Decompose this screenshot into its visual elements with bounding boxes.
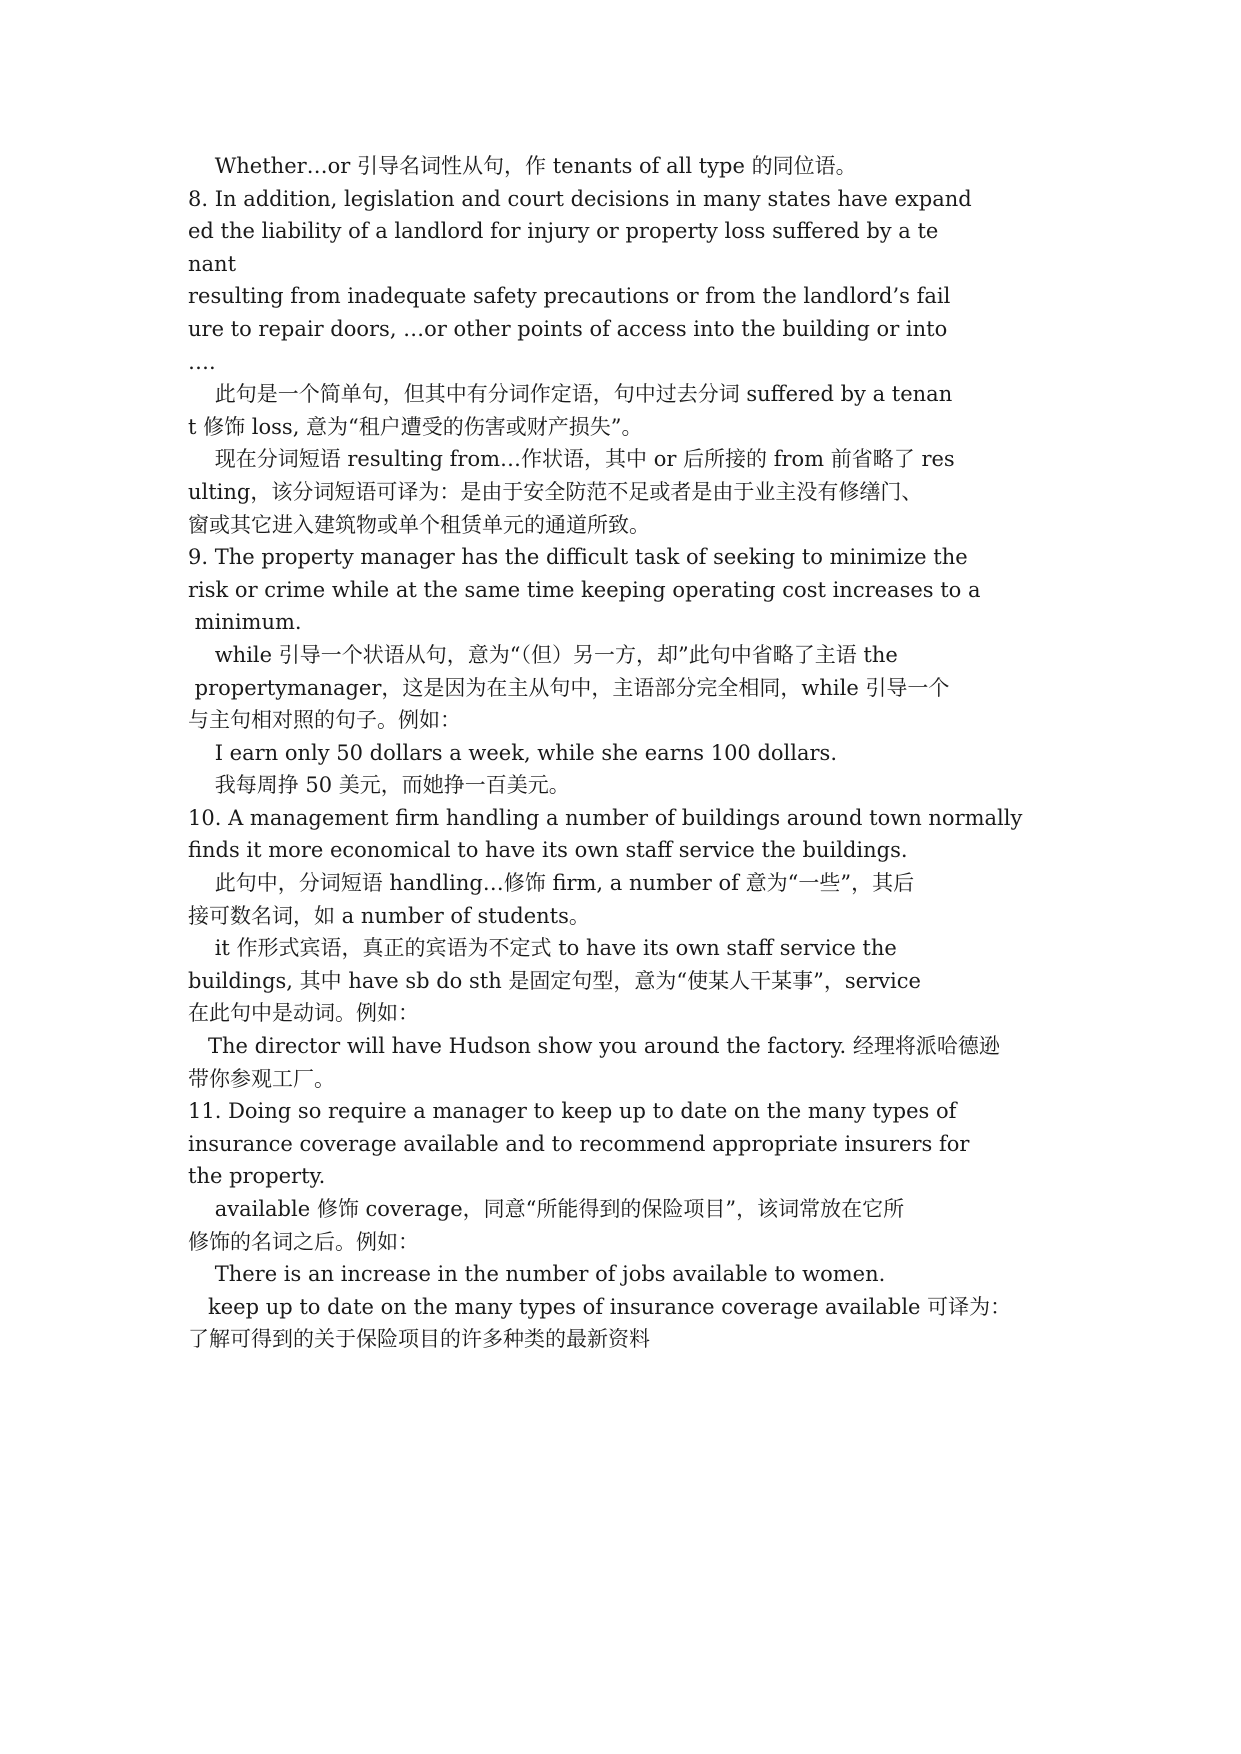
text-line: while 引导一个状语从句，意为“（但）另一方，却”此句中省略了主语 the	[188, 642, 898, 667]
text-line: 我每周挣 50 美元，而她挣一百美元。	[188, 773, 570, 798]
text-line: ….	[188, 349, 216, 374]
text-line: 带你参观工厂。	[188, 1066, 335, 1091]
text-line: buildings, 其中 have sb do sth 是固定句型，意为“使某人干某事”，service	[188, 968, 921, 993]
text-line: ed the liability of a landlord for injury or property loss suffered by a te	[188, 219, 939, 244]
text-line: There is an increase in the number of jobs available to women.	[188, 1262, 886, 1287]
text-line: keep up to date on the many types of insurance coverage available 可译为：	[188, 1294, 1012, 1319]
text-line: 10. A management firm handling a number of buildings around town normally	[188, 805, 1023, 830]
text-line: 此句是一个简单句，但其中有分词作定语，句中过去分词 suffered by a tenan	[188, 382, 953, 407]
text-line: 9. The property manager has the difficult task of seeking to minimize the	[188, 545, 968, 570]
text-line: 8. In addition, legislation and court decisions in many states have expand	[188, 186, 972, 211]
text-line: risk or crime while at the same time keeping operating cost increases to a	[188, 577, 981, 602]
text-line: 接可数名词，如 a number of students。	[188, 903, 590, 928]
text-line: insurance coverage available and to recommend appropriate insurers for	[188, 1131, 970, 1156]
text-line: The director will have Hudson show you around the factory. 经理将派哈德逊	[188, 1034, 1000, 1059]
text-line: finds it more economical to have its own staff service the buildings.	[188, 838, 908, 863]
text-line: 此句中，分词短语 handling…修饰 firm, a number of 意为“一些”，其后	[188, 871, 915, 896]
text-line: 修饰的名词之后。例如：	[188, 1229, 419, 1254]
text-line: Whether…or 引导名词性从句，作 tenants of all type 的同位语。	[188, 154, 857, 178]
text-line: 窗或其它进入建筑物或单个租赁单元的通道所致。	[188, 512, 650, 537]
text-line: ulting，该分词短语可译为：是由于安全防范不足或者是由于业主没有修缮门、	[188, 479, 923, 504]
text-line: resulting from inadequate safety precautions or from the landlord’s fail	[188, 284, 951, 309]
text-line: 11. Doing so require a manager to keep up to date on the many types of	[188, 1099, 957, 1124]
text-line: propertymanager，这是因为在主从句中，主语部分完全相同，while 引导一个	[188, 675, 950, 700]
text-line: 与主句相对照的句子。例如：	[188, 708, 461, 733]
text-line: 了解可得到的关于保险项目的许多种类的最新资料	[188, 1327, 650, 1352]
text-line: 现在分词短语 resulting from…作状语，其中 or 后所接的 from 前省略了 res	[188, 447, 955, 472]
text-line: the property.	[188, 1164, 326, 1189]
text-line: I earn only 50 dollars a week, while she earns 100 dollars.	[188, 740, 838, 765]
text-line: t 修饰 loss, 意为“租户遭受的伤害或财产损失”。	[188, 414, 643, 439]
text-line: ure to repair doors, …or other points of access into the building or into	[188, 316, 948, 341]
text-line: nant	[188, 251, 237, 276]
text-line: 在此句中是动词。例如：	[188, 1001, 419, 1026]
document-text	[188, 150, 1093, 1356]
text-line: it 作形式宾语，真正的宾语为不定式 to have its own staff service the	[188, 936, 897, 961]
text-line: minimum.	[188, 610, 302, 635]
text-line: available 修饰 coverage，同意“所能得到的保险项目”，该词常放在它所	[188, 1197, 905, 1221]
